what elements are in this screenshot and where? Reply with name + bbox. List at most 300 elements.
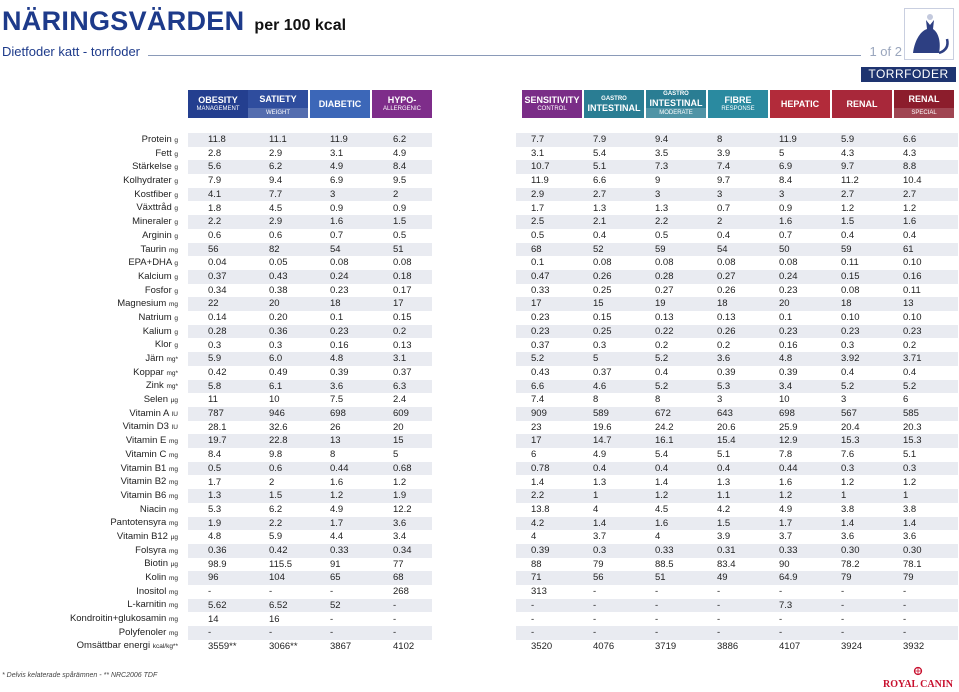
table-cell: 0.5 [655, 229, 669, 241]
table-cell: 1.3 [208, 490, 222, 502]
table-cell: - [531, 627, 535, 639]
table-cell: 0.44 [779, 462, 798, 474]
table-cell: 0.4 [717, 229, 731, 241]
table-cell: 0.13 [655, 312, 674, 324]
table-cell: 0.3 [841, 462, 855, 474]
table-cell: 1.4 [841, 517, 855, 529]
row-band [516, 571, 958, 585]
table-cell: - [208, 627, 212, 639]
table-cell: 6.6 [531, 380, 545, 392]
header-h1: HYPO- [387, 95, 417, 105]
table-cell: 20 [269, 298, 280, 310]
table-cell: 0.30 [903, 545, 922, 556]
table-cell: 1.7 [208, 476, 222, 488]
table-cell: 1.6 [779, 476, 793, 488]
table-cell: 1.1 [717, 490, 731, 502]
row-band [516, 380, 958, 394]
table-cell: 7.5 [330, 394, 344, 406]
table-cell: 3867 [330, 640, 352, 652]
table-cell: 3719 [655, 640, 677, 652]
table-cell: 0.3 [593, 545, 607, 556]
header-bot: MODERATE CALORIE [646, 108, 706, 118]
table-cell: 0.4 [903, 229, 917, 241]
table-cell: 3.6 [393, 517, 407, 529]
header-h0: GASTRO [601, 95, 627, 102]
table-cell: 7.4 [531, 394, 545, 406]
table-cell: 16.1 [655, 435, 674, 447]
table-cell: 0.37 [593, 366, 612, 378]
nutrient-unit: mg [168, 465, 178, 473]
table-cell: 1.6 [655, 517, 669, 529]
table-cell: 0.34 [208, 284, 227, 296]
table-cell: 3.5 [655, 147, 669, 159]
table-cell: 0.25 [593, 284, 612, 296]
table-cell: 28.1 [208, 421, 227, 433]
header-top [894, 90, 954, 108]
table-cell: 2.2 [269, 517, 283, 529]
table-cell: 7.9 [208, 175, 222, 187]
table-cell: 1.6 [330, 476, 344, 488]
nutrient-label [0, 489, 180, 503]
table-cell: 6.9 [330, 175, 344, 187]
table-cell: 56 [208, 243, 219, 255]
nutrient-name: Vitamin C [125, 448, 169, 460]
nutrient-unit: mg [168, 575, 178, 582]
table-cell: 4.5 [655, 503, 669, 515]
table-cell: 1 [841, 490, 847, 502]
table-cell: - [841, 599, 845, 611]
table-cell: 65 [330, 572, 341, 584]
nutrient-unit: mg [168, 616, 178, 624]
row-band [516, 160, 958, 174]
table-cell: 0.7 [779, 229, 793, 241]
nutrient-label [0, 160, 180, 174]
column-header [188, 90, 248, 118]
row-band [516, 339, 958, 353]
table-cell: 4.8 [330, 353, 344, 365]
table-cell: 5.9 [269, 531, 283, 543]
table-cell: 946 [269, 408, 285, 419]
table-cell: 0.04 [208, 257, 227, 269]
row-band [516, 215, 958, 229]
nutrient-name: Protein [141, 134, 175, 145]
table-cell: - [717, 627, 721, 639]
row-band [516, 202, 958, 216]
table-cell: 51 [393, 243, 404, 255]
table-cell: 4.9 [330, 503, 344, 515]
table-cell: 20 [779, 298, 790, 310]
table-cell: 59 [841, 243, 852, 255]
table-cell: - [655, 599, 659, 611]
table-cell: 0.2 [393, 325, 407, 337]
nutrient-unit: g [174, 273, 178, 281]
table-cell: 4102 [393, 640, 415, 652]
table-cell: 0.23 [841, 325, 860, 337]
table-cell: 3520 [531, 640, 553, 652]
table-cell: 0.4 [717, 462, 731, 474]
nutrient-name: Vitamin E [125, 435, 169, 447]
table-cell: 14 [208, 613, 219, 625]
header-h1: RENAL [908, 94, 940, 104]
row-band [516, 462, 958, 476]
nutrient-label [0, 147, 180, 161]
table-cell: 0.31 [717, 545, 736, 556]
table-cell: 0.3 [841, 339, 855, 351]
table-cell: 98.9 [208, 558, 227, 570]
nutrient-label [0, 243, 180, 257]
table-cell: 3.8 [903, 503, 917, 515]
table-cell: - [903, 599, 907, 611]
table-cell: 0.15 [593, 312, 612, 324]
table-cell: - [393, 627, 397, 639]
table-cell: 0.26 [717, 325, 736, 337]
table-cell: 88 [531, 558, 542, 570]
table-cell: 0.44 [330, 462, 349, 474]
table-cell: 13 [330, 435, 341, 447]
table-cell: 0.2 [717, 339, 731, 351]
table-cell: 26 [330, 421, 341, 433]
table-cell: 3.7 [779, 531, 793, 543]
table-cell: 20.6 [717, 421, 736, 433]
nutrient-name: Vitamin B6 [120, 489, 169, 501]
row-band [516, 517, 958, 531]
table-cell: 2.2 [531, 490, 545, 502]
table-cell: 3.1 [531, 147, 545, 159]
table-cell: 0.13 [393, 339, 412, 351]
table-cell: 5.4 [655, 449, 669, 461]
table-cell: 4.3 [903, 147, 917, 159]
table-cell: 4 [593, 503, 599, 515]
table-cell: 13 [903, 298, 914, 310]
table-cell: 4.5 [269, 202, 283, 214]
table-cell: 1.5 [717, 517, 731, 529]
header-h1: OBESITY [198, 95, 238, 105]
header-bot: SPECIAL [894, 108, 954, 118]
table-cell: 3066** [269, 640, 298, 652]
table-cell: 4107 [779, 640, 801, 652]
table-cell: 0.16 [903, 271, 922, 282]
table-cell: 7.8 [779, 449, 793, 461]
table-cell: 8.4 [779, 175, 793, 187]
table-cell: 1.5 [393, 216, 407, 228]
table-cell: 10.7 [531, 161, 550, 173]
table-cell: 0.16 [330, 339, 349, 351]
table-cell: 0.37 [208, 271, 227, 282]
table-cell: 56 [593, 572, 604, 584]
table-cell: 0.23 [779, 284, 798, 296]
table-cell: 1.2 [330, 490, 344, 502]
row-band [516, 489, 958, 503]
nutrient-name: Koppar [133, 366, 167, 378]
table-cell: - [269, 586, 273, 598]
table-cell: 0.14 [208, 312, 227, 324]
table-cell: 0.22 [655, 325, 674, 337]
table-cell: 1 [903, 490, 909, 502]
table-cell: 1.3 [593, 202, 607, 214]
table-cell: - [330, 586, 334, 598]
nutrient-label [0, 462, 180, 476]
table-cell: 3 [717, 394, 723, 406]
nutrient-name: Kondroitin+glukosamin [69, 613, 169, 625]
table-cell: 0.3 [903, 462, 917, 474]
table-cell: 115.5 [269, 558, 293, 570]
table-cell: 9.4 [655, 134, 669, 145]
table-cell: 9.7 [717, 175, 731, 187]
page-subtitle: Dietfoder katt - torrfoder [2, 44, 140, 59]
nutrient-name: Polyfenoler [118, 626, 169, 638]
nutrient-name: Magnesium [117, 298, 169, 310]
nutrient-unit: g [174, 164, 178, 172]
table-cell: 32.6 [269, 421, 288, 433]
row-band [516, 544, 958, 558]
table-cell: 1.9 [208, 517, 222, 529]
table-cell: 16 [269, 613, 280, 625]
row-band [516, 448, 958, 462]
table-cell: 0.4 [655, 462, 669, 474]
table-cell: 6.2 [393, 134, 407, 145]
table-cell: 4076 [593, 640, 615, 652]
table-cell: 0.15 [393, 312, 412, 324]
table-cell: 3 [330, 188, 336, 200]
table-cell: 4.9 [330, 161, 344, 173]
row-band [516, 352, 958, 366]
table-cell: 3 [717, 188, 723, 200]
table-cell: 698 [330, 408, 346, 419]
table-cell: 0.1 [779, 312, 793, 324]
table-cell: 3.9 [717, 531, 731, 543]
table-cell: - [779, 613, 783, 625]
table-cell: 0.39 [779, 366, 798, 378]
table-cell: 2 [269, 476, 275, 488]
table-cell: 3559** [208, 640, 237, 652]
table-cell: 19 [655, 298, 666, 310]
header-h1: FIBRE [724, 95, 752, 105]
subtitle-line [2, 44, 902, 59]
nutrient-unit: IU [171, 410, 178, 418]
column-header [522, 90, 582, 118]
nutrient-name: Vitamin B12 [116, 530, 171, 542]
cat-logo-icon [904, 8, 954, 60]
table-cell: - [393, 613, 397, 625]
table-cell: 0.2 [903, 339, 917, 351]
table-cell: 4.9 [593, 449, 607, 461]
table-cell: 0.7 [330, 229, 344, 241]
nutrient-label [0, 201, 180, 215]
row-band [516, 530, 958, 544]
table-cell: 7.6 [841, 449, 855, 461]
table-cell: 1.2 [779, 490, 793, 502]
table-cell: - [841, 627, 845, 639]
table-cell: 3.6 [330, 380, 344, 392]
table-cell: 10.4 [903, 175, 922, 187]
table-cell: 2.2 [655, 216, 669, 228]
nutrient-label [0, 475, 180, 489]
nutrient-unit: kcal/kg** [152, 643, 178, 651]
table-cell: 0.9 [779, 202, 793, 214]
royal-canin-logo-icon [880, 666, 956, 690]
header-h1: INTESTINAL [649, 97, 703, 108]
table-cell: 0.26 [717, 284, 736, 296]
table-cell: 609 [393, 408, 409, 419]
nutrient-unit: mg [168, 438, 178, 446]
table-cell: 2.9 [269, 147, 283, 159]
nutrient-label [0, 503, 180, 517]
table-cell: 3.1 [393, 353, 407, 365]
table-cell: 50 [779, 243, 790, 255]
table-cell: 0.13 [717, 312, 736, 324]
section-bar: TORRFODER [861, 67, 956, 82]
table-cell: 698 [779, 408, 795, 419]
table-cell: 11 [208, 394, 218, 406]
nutrient-name: Fosfor [144, 284, 175, 296]
table-cell: 8 [330, 449, 336, 461]
table-cell: 77 [393, 558, 404, 570]
table-cell: 7.7 [269, 188, 283, 200]
table-cell: - [717, 599, 721, 611]
table-cell: 313 [531, 586, 547, 598]
row-band [516, 270, 958, 284]
table-cell: 0.28 [208, 325, 227, 337]
nutrient-name: Växttråd [136, 202, 175, 214]
table-cell: 0.36 [269, 325, 288, 337]
divider [148, 55, 861, 56]
table-cell: 90 [779, 558, 790, 570]
table-cell: 3.1 [330, 147, 344, 159]
table-cell: 0.4 [841, 229, 855, 241]
nutrient-label [0, 174, 180, 188]
table-cell: 0.4 [593, 462, 607, 474]
table-cell: 4.4 [330, 531, 344, 543]
table-cell: 59 [655, 243, 666, 255]
table-cell: 78.1 [903, 558, 922, 570]
table-cell: 0.4 [903, 366, 917, 378]
table-cell: 3 [655, 188, 661, 200]
table-cell: 2.9 [531, 188, 545, 200]
nutrient-unit: mg [168, 520, 178, 528]
table-cell: 12.9 [779, 435, 798, 447]
nutrient-label [0, 530, 180, 544]
header-h2: MANAGEMENT [196, 106, 240, 112]
table-cell: 9 [655, 175, 661, 187]
table-cell: 3.6 [903, 531, 917, 543]
table-cell: 787 [208, 408, 224, 419]
table-cell: 0.33 [330, 545, 349, 556]
table-cell: 4.1 [208, 188, 222, 200]
nutrient-unit: mg* [166, 356, 178, 363]
column-header [770, 90, 830, 118]
table-cell: 79 [593, 558, 604, 570]
row-band [516, 476, 958, 490]
table-cell: 643 [717, 408, 733, 419]
table-cell: - [593, 627, 597, 639]
header-top [248, 90, 308, 108]
nutrient-name: Kolin [145, 572, 169, 583]
table-cell: 0.26 [593, 271, 612, 282]
table-cell: 68 [531, 243, 542, 255]
table-cell: 0.08 [655, 257, 674, 269]
table-cell: 0.25 [593, 325, 612, 337]
table-cell: 17 [531, 298, 542, 310]
table-cell: 6 [531, 449, 537, 461]
table-cell: 0.68 [393, 462, 412, 474]
table-cell: 5.62 [208, 599, 227, 611]
nutrient-label [0, 229, 180, 243]
nutrient-label [0, 256, 180, 270]
column-header [894, 90, 954, 118]
table-cell: 0.49 [269, 366, 288, 378]
table-cell: 0.2 [655, 339, 669, 351]
column-header [832, 90, 892, 118]
row-band [516, 325, 958, 339]
table-cell: 2.9 [269, 216, 283, 228]
row-band [516, 297, 958, 311]
table-cell: 96 [208, 572, 219, 584]
table-cell: 9.7 [841, 161, 855, 173]
header-h1: SATIETY [259, 94, 297, 104]
table-cell: 1.5 [269, 490, 283, 502]
table-cell: 5.9 [841, 134, 855, 145]
nutrient-label [0, 133, 180, 147]
nutrient-unit: g [174, 287, 178, 295]
nutrient-unit: mg [168, 451, 178, 459]
table-cell: 4.9 [393, 147, 407, 159]
table-cell: - [903, 627, 907, 639]
table-cell: 19.7 [208, 435, 227, 447]
table-cell: 1.2 [903, 202, 917, 214]
table-cell: 1.2 [393, 476, 407, 488]
table-cell: 0.7 [717, 202, 731, 214]
row-band [516, 558, 958, 572]
table-cell: 5.1 [717, 449, 731, 461]
nutrient-name: Kostfiber [134, 188, 175, 200]
table-cell: 18 [717, 298, 728, 310]
nutrient-name: Stärkelse [132, 161, 175, 173]
nutrient-name: Natrium [138, 311, 175, 323]
row-band [516, 229, 958, 243]
table-cell: 3.4 [779, 380, 793, 392]
table-cell: 0.11 [841, 257, 859, 269]
table-cell: 5.2 [655, 380, 669, 392]
row-band [516, 626, 958, 640]
table-cell: 2.7 [593, 188, 607, 200]
header-h2: ALLERGENIC [382, 106, 421, 112]
table-cell: 909 [531, 408, 547, 419]
table-cell: 0.5 [393, 229, 407, 241]
nutrient-unit: µg [170, 533, 178, 541]
table-cell: 0.30 [841, 545, 860, 556]
table-cell: 13.8 [531, 503, 550, 515]
row-band [516, 366, 958, 380]
table-cell: 2 [717, 216, 723, 228]
table-cell: 18 [841, 298, 852, 310]
table-cell: 589 [593, 408, 609, 419]
table-cell: 1.3 [717, 476, 731, 488]
nutrient-unit: mg* [166, 383, 178, 391]
table-cell: 23 [531, 421, 542, 433]
table-cell: 3.8 [841, 503, 855, 515]
nutrient-name: Kalium [142, 325, 175, 337]
page-indicator: 1 of 2 [869, 44, 902, 59]
table-cell: 0.3 [593, 339, 607, 351]
table-cell: 5.8 [208, 380, 222, 392]
table-cell: 8.4 [393, 161, 407, 173]
nutrient-name: Järn [145, 353, 167, 364]
svg-text:ROYAL CANIN: ROYAL CANIN [883, 679, 953, 690]
table-cell: 0.27 [717, 271, 736, 282]
nutrient-name: Zink [145, 380, 167, 392]
row-band [516, 174, 958, 188]
table-cell: 7.7 [531, 134, 545, 145]
